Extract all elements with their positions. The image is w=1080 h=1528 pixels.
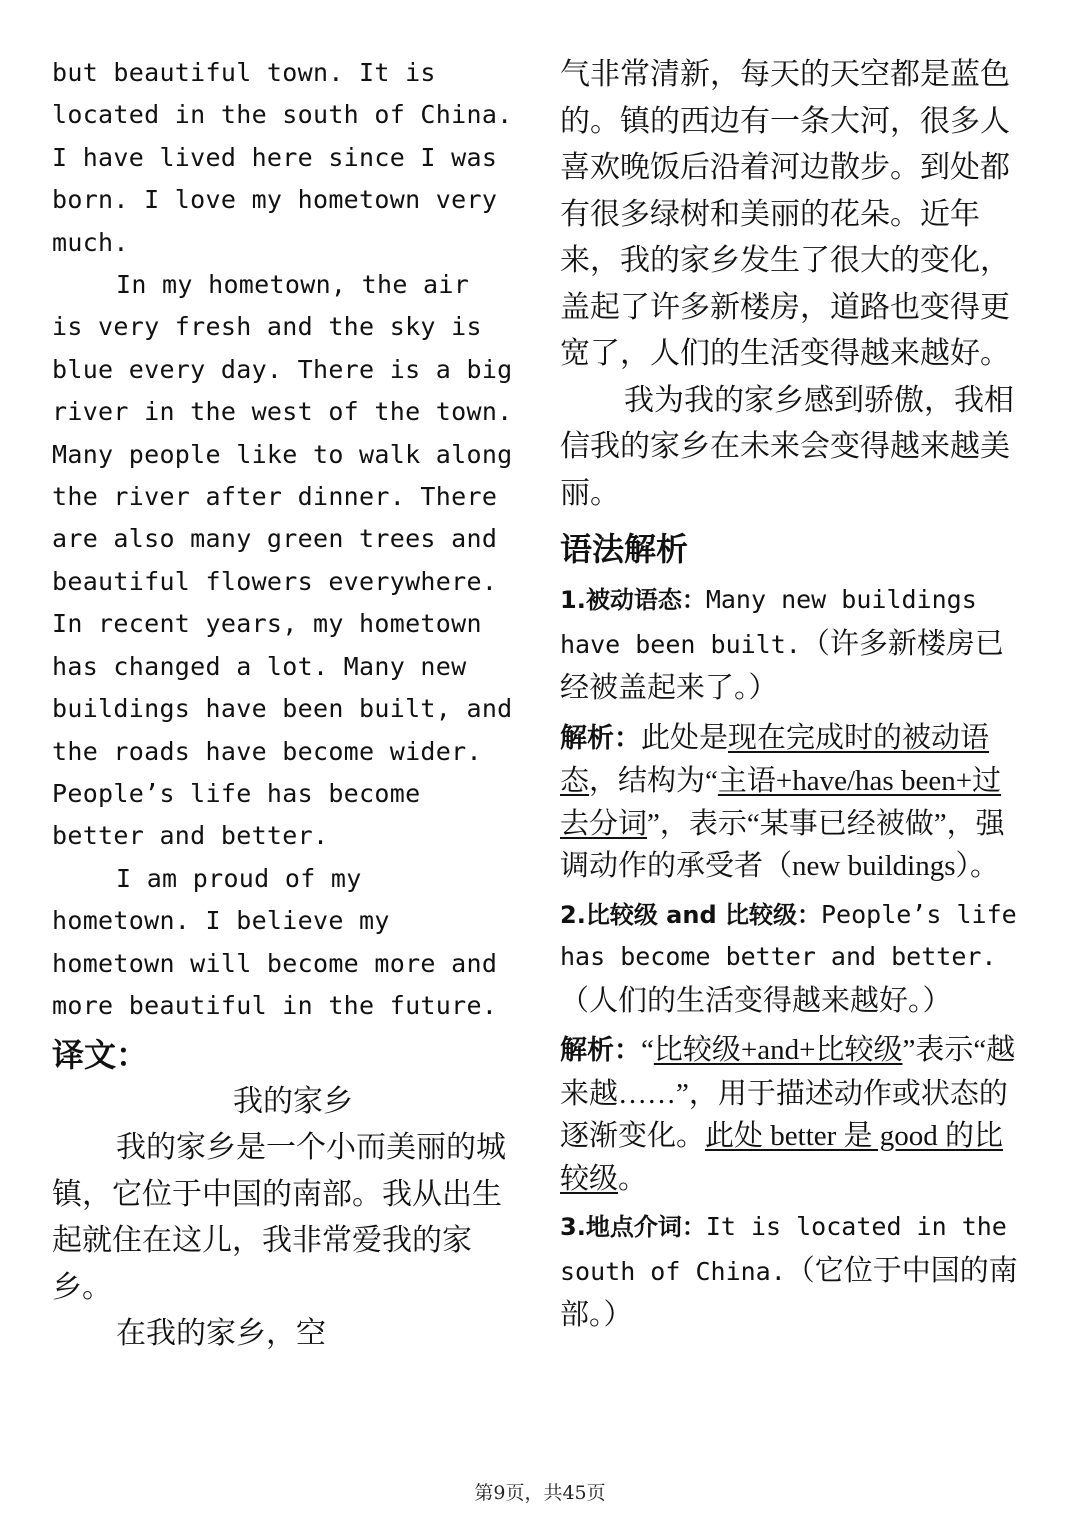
analysis-underlined: 主语+have/has been+过去分词 (560, 765, 1002, 840)
grammar-example-translation: （人们的生活变得越来越好。） (560, 982, 952, 1017)
analysis-label: 解析： (560, 722, 641, 754)
analysis-underlined: 此处 better 是 good 的比较级 (560, 1120, 1004, 1195)
grammar-analysis-1 (560, 717, 1030, 888)
grammar-example-translation: （许多新楼房已经被盖起来了。） (560, 625, 1004, 704)
page-number: 第9页，共45页 (474, 1482, 606, 1504)
grammar-example: It is located in the south of China. (560, 1212, 1007, 1286)
analysis-underlined: 比较级+and+比较级 (653, 1034, 903, 1066)
analysis-text: “ (641, 1034, 654, 1066)
grammar-item-1 (560, 579, 1030, 711)
chinese-paragraph-3: 我为我的家乡感到骄傲，我相信我的家乡在未来会变得越来越美丽。 (560, 382, 1014, 511)
grammar-item-label: 1.被动语态： (560, 586, 706, 614)
analysis-label: 解析： (560, 1035, 641, 1066)
analysis-text: 。 (618, 1162, 648, 1195)
analysis-text: ”，表示“某事已经被做”，强调动作的承受者（new buildings）。 (560, 807, 1005, 882)
grammar-item-label: 3.地点介词： (560, 1213, 706, 1241)
english-paragraph-1: but beautiful town. It is located in the south of China. I have lived here since I was born. I love my hometown very much. (52, 58, 513, 257)
analysis-text: ”表示“越来越……”，用于描述动作或状态的逐渐变化。 (560, 1034, 1016, 1152)
analysis-text: ，结构为“ (589, 765, 718, 797)
grammar-example-translation: （它位于中国的南部。） (560, 1252, 1018, 1331)
grammar-analysis-2 (560, 1029, 1030, 1200)
grammar-heading: 语法解析 (560, 530, 689, 568)
analysis-underlined: 现在完成时的被动语态 (560, 721, 990, 797)
grammar-example: Many new buildings have been built. (560, 585, 977, 659)
english-paragraph-3: I am proud of my hometown. I believe my hometown will become more and more beautiful in the future. (52, 863, 498, 1020)
grammar-item-label: 2.比较级 and 比较级： (560, 900, 821, 929)
grammar-item-2 (560, 894, 1030, 1024)
chinese-paragraph-2-continued: 气非常清新，每天的天空都是蓝色的。镇的西边有一条大河，很多人喜欢晚饭后沿着河边散步。到处都有很多绿树和美丽的花朵。近年来，我的家乡发生了很大的变化，盖起了许多新楼房，道路也变得更宽了，人们的生活变得越来越好。 (560, 57, 1010, 371)
translation-title: 我的家乡 (233, 1084, 353, 1120)
analysis-text: 此处是 (641, 721, 729, 754)
translation-heading: 译文： (52, 1036, 149, 1075)
grammar-item-3 (560, 1206, 1030, 1338)
chinese-paragraph-1: 我的家乡是一个小而美丽的城镇，它位于中国的南部。我从出生起就住在这儿，我非常爱我的家乡。 (52, 1130, 506, 1305)
right-column (560, 52, 1030, 1338)
grammar-example: People’s life has become better and better. (560, 899, 1017, 971)
left-column (52, 52, 514, 1358)
english-paragraph-2: In my hometown, the air is very fresh and the sky is blue every day. There is a big river in the west of the town. Many people like to walk along the river after dinner. There are also many green trees and beautiful flowers everywhere. In recent years, my hometown has changed a lot. Many new buildings have been built, and the roads have become wider. People’s life has become better and better. (52, 270, 513, 851)
chinese-paragraph-2: 在我的家乡，空 (116, 1316, 326, 1352)
